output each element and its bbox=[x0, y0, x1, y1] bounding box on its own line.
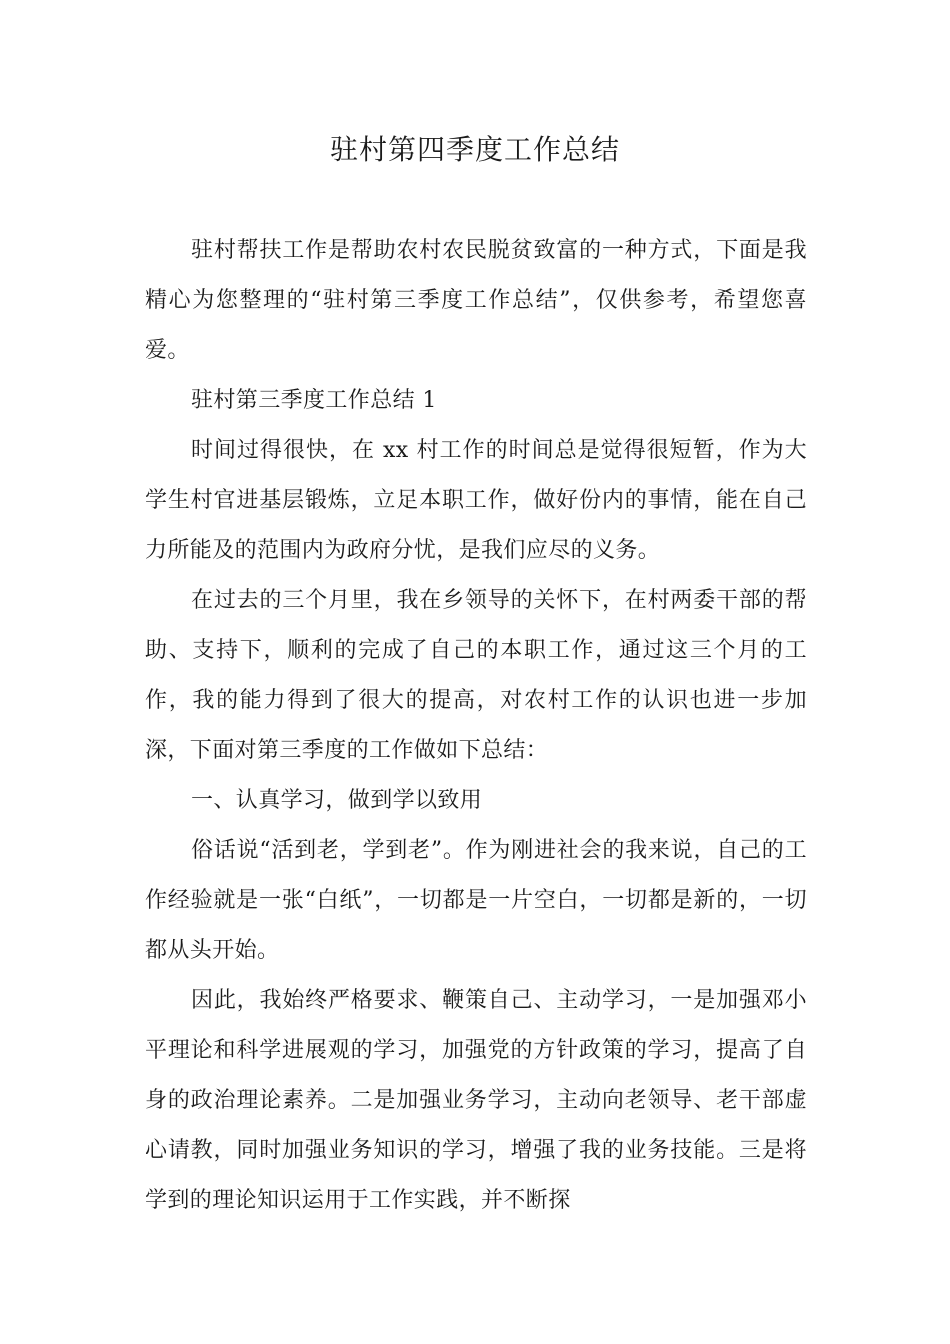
document-title: 驻村第四季度工作总结 bbox=[329, 133, 620, 166]
paragraph-time: 时间过得很快，在 xx 村工作的时间总是觉得很短暂，作为大学生村官进基层锻炼，立足本职工作，做好份内的事情，能在自己力所能及的范围内为政府分忧，是我们应尽的义务。 bbox=[145, 438, 807, 563]
paragraph-proverb: 俗话说“活到老，学到老”。作为刚进社会的我来说，自己的工作经验就是一张“白纸”，一切都是一片空白，一切都是新的，一切都从头开始。 bbox=[145, 838, 807, 963]
document-body bbox=[145, 226, 807, 1226]
paragraph-therefore: 因此，我始终严格要求、鞭策自己、主动学习，一是加强邓小平理论和科学进展观的学习，加强党的方针政策的学习，提高了自身的政治理论素养。二是加强业务学习，主动向老领导、老干部虚心请教，同时加强业务知识的学习，增强了我的业务技能。三是将学到的理论知识运用于工作实践，并不断探 bbox=[145, 988, 807, 1213]
paragraph-past-three-months: 在过去的三个月里，我在乡领导的关怀下，在村两委干部的帮助、支持下，顺利的完成了自己的本职工作，通过这三个月的工作，我的能力得到了很大的提高，对农村工作的认识也进一步加深，下面对第三季度的工作做如下总结： bbox=[145, 588, 807, 763]
section-heading-study: 一、认真学习，做到学以致用 bbox=[191, 788, 483, 813]
paragraph-intro: 驻村帮扶工作是帮助农村农民脱贫致富的一种方式，下面是我精心为您整理的“驻村第三季度工作总结”，仅供参考，希望您喜爱。 bbox=[145, 238, 807, 363]
section-heading-summary-1: 驻村第三季度工作总结 1 bbox=[191, 388, 437, 413]
